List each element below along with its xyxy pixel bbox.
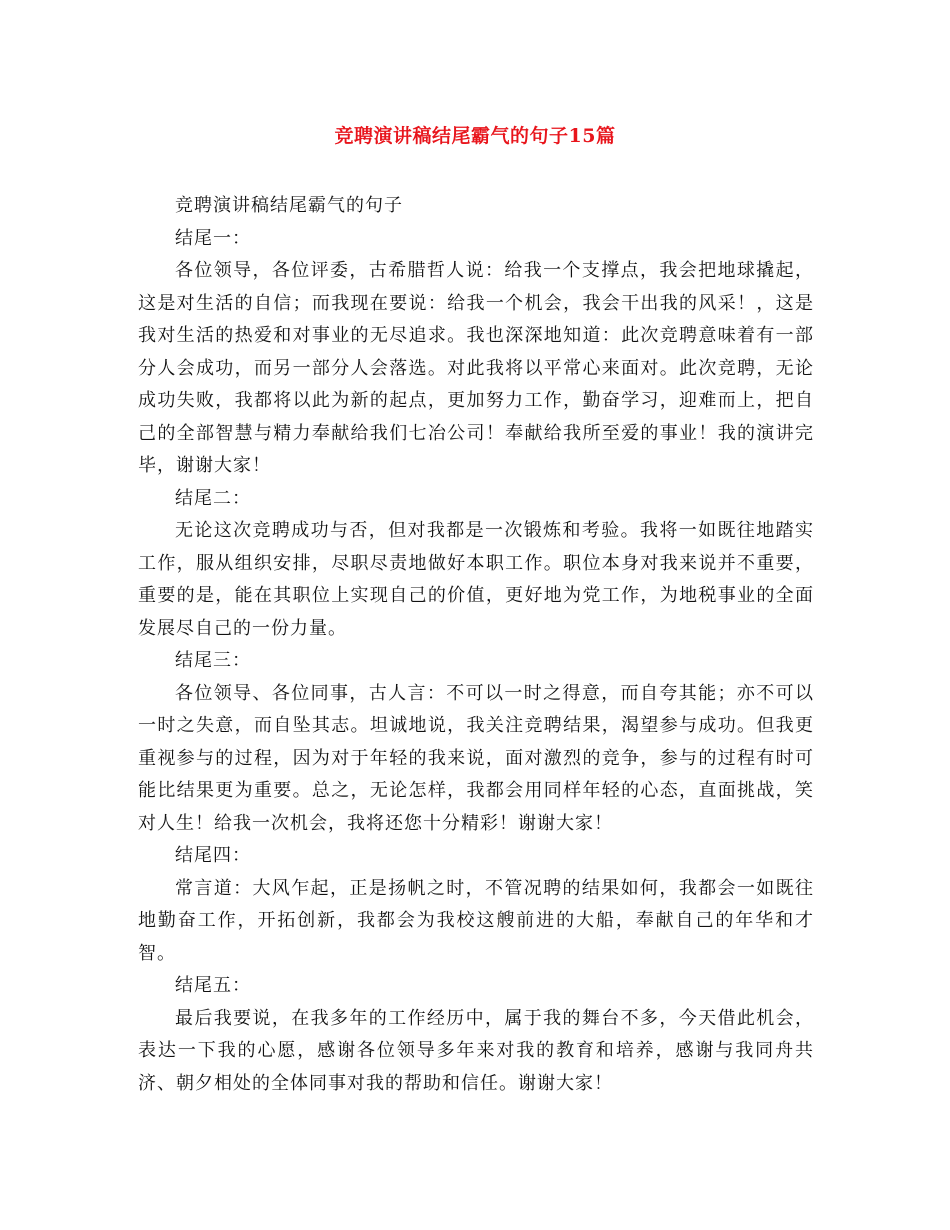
subtitle-paragraph: 竞聘演讲稿结尾霸气的句子 [175,195,403,216]
section-paragraph-1: 各位领导，各位评委，古希腊哲人说：给我一个支撑点，我会把地球撬起，这是对生活的自信；而我现在要说：给我一个机会，我会干出我的风采！，这是我对生活的热爱和对事业的无尽追求。我也深深地知道：此次竞聘意味着有一部分人会成功，而另一部分人会落选。对此我将以平常心来面对。此次竞聘，无论成功失败，我都将以此为新的起点，更加努力工作，勤奋学习，迎难而上，把自己的全部智慧与精力奉献给我们七冶公司！奉献给我所至爱的事业！我的演讲完毕，谢谢大家！ [138,260,814,476]
section-heading-3: 结尾三： [175,650,251,671]
section-heading-5: 结尾五： [175,975,251,996]
section-paragraph-4: 常言道：大风乍起，正是扬帆之时，不管况聘的结果如何，我都会一如既往地勤奋工作，开拓创新，我都会为我校这艘前进的大船，奉献自己的年华和才智。 [138,877,814,964]
section-paragraph-5: 最后我要说，在我多年的工作经历中，属于我的舞台不多，今天借此机会，表达一下我的心愿，感谢各位领导多年来对我的教育和培养，感谢与我同舟共济、朝夕相处的全体同事对我的帮助和信任。谢谢大家！ [138,1007,814,1094]
section-heading-4: 结尾四： [175,845,251,866]
section-paragraph-3: 各位领导、各位同事，古人言：不可以一时之得意，而自夸其能；亦不可以一时之失意，而自坠其志。坦诚地说，我关注竞聘结果，渴望参与成功。但我更重视参与的过程，因为对于年轻的我来说，面对激烈的竞争，参与的过程有时可能比结果更为重要。总之，无论怎样，我都会用同样年轻的心态，直面挑战，笑对人生！给我一次机会，我将还您十分精彩！谢谢大家！ [138,682,814,834]
section-heading-2: 结尾二： [175,487,251,509]
section-heading-1: 结尾一： [175,227,251,249]
document-body [138,190,814,1100]
section-paragraph-2: 无论这次竞聘成功与否，但对我都是一次锻炼和考验。我将一如既往地踏实工作，服从组织安排，尽职尽责地做好本职工作。职位本身对我来说并不重要，重要的是，能在其职位上实现自己的价值，更好地为党工作，为地税事业的全面发展尽自己的一份力量。 [138,520,814,639]
document-title: 竞聘演讲稿结尾霸气的句子15篇 [334,125,616,147]
